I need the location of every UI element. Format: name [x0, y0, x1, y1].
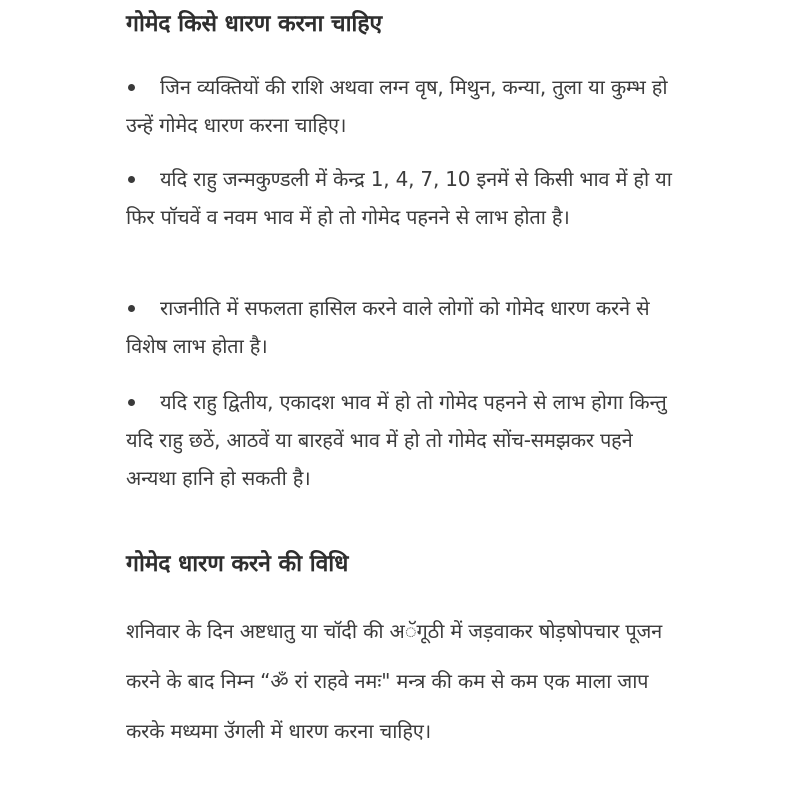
section-heading-who-should-wear: गोमेद किसे धारण करना चाहिए — [126, 11, 382, 37]
method-paragraph: शनिवार के दिन अष्टधातु या चॉदी की अॅगूठी में जड़वाकर षोड़षोपचार पूजन करने के बाद निम्न “ॐ रां राहवे नमः" मन्त्र की कम से कम एक माला जाप करके मध्यमा उॅगली में धारण करना चाहिए। — [126, 619, 663, 743]
list-item-text: यदि राहु जन्मकुण्डली में केन्द्र 1, 4, 7, 10 इनमें से किसी भाव में हो या फिर पॉचवें व नवम भाव में हो तो गोमेद पहनने से लाभ होता है। — [126, 167, 672, 229]
section-heading-method: गोमेद धारण करने की विधि — [126, 551, 349, 577]
list-item-text: जिन व्यक्तियों की राशि अथवा लग्न वृष, मिथुन, कन्या, तुला या कुम्भ हो उन्हें गोमेद धारण करना चाहिए। — [126, 75, 668, 137]
list-item-text: राजनीति में सफलता हासिल करने वाले लोगों को गोमेद धारण करने से विशेष लाभ होता है। — [126, 296, 650, 358]
list-item-text: यदि राहु द्वितीय, एकादश भाव में हो तो गोमेद पहनने से लाभ होगा किन्तु यदि राहु छठें, आठवें या बारहवें भाव में हो तो गोमेद सोंच-समझकर पहने अन्यथा हानि हो सकती है। — [126, 390, 667, 490]
